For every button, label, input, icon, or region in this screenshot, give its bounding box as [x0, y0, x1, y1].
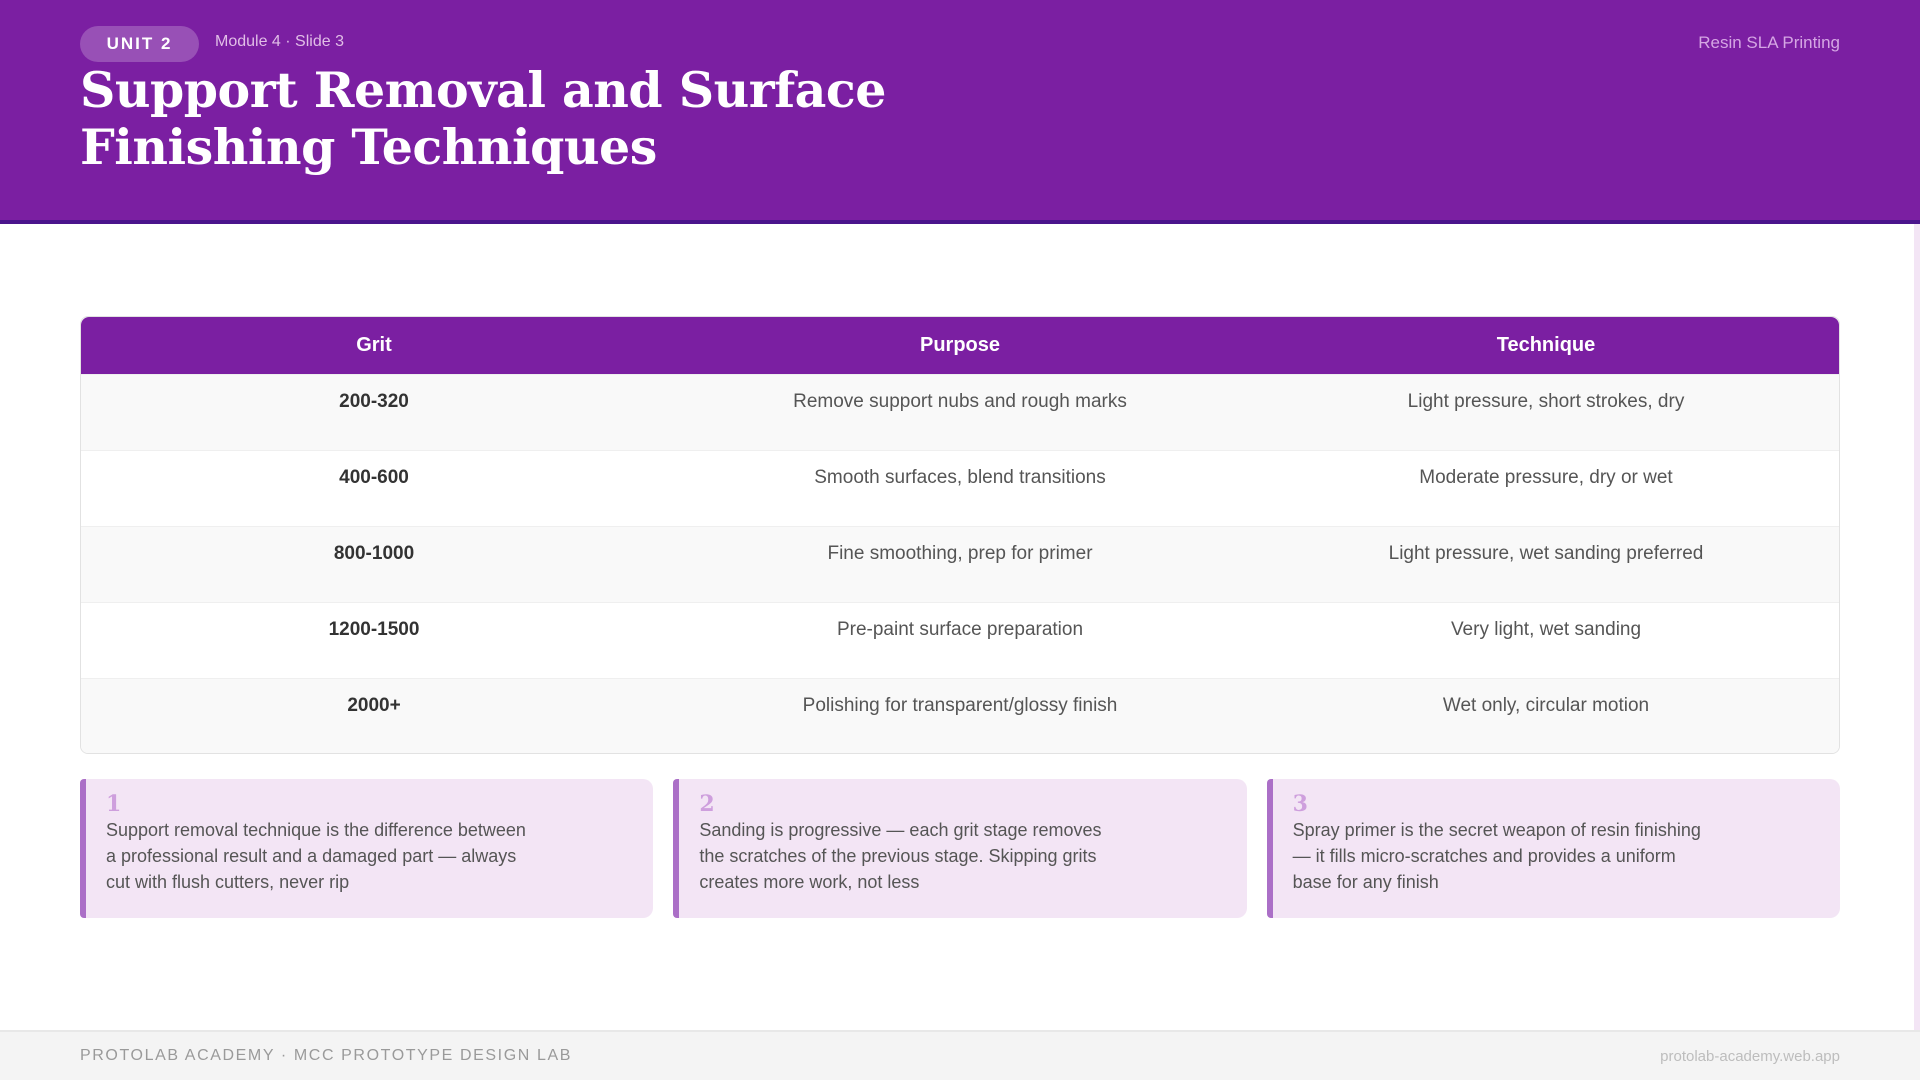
- technique-cell: Very light, wet sanding: [1450, 619, 1642, 640]
- callout-card: [1267, 779, 1840, 918]
- technique-cell: Wet only, circular motion: [1442, 695, 1650, 716]
- grit-cell: 400-600: [339, 467, 409, 488]
- table-row: [81, 450, 1839, 526]
- purpose-cell: Remove support nubs and rough marks: [793, 391, 1127, 412]
- footer-organization: PROTOLAB ACADEMY · MCC PROTOTYPE DESIGN LAB: [80, 1047, 573, 1064]
- technique-cell: Light pressure, short strokes, dry: [1407, 391, 1685, 412]
- grit-cell: 2000+: [347, 695, 401, 716]
- callout-text: Sanding is progressive — each grit stage removes the scratches of the previous stage. Skipping grits creates more work, not less: [699, 820, 1102, 892]
- table-row: [81, 602, 1839, 678]
- slide-footer: [0, 1030, 1920, 1080]
- callout-text: Support removal technique is the difference between a professional result and a damaged part — always cut with flush cutters, never rip: [106, 820, 526, 892]
- title-line-1: Support Removal and Surface: [80, 61, 886, 119]
- callout-card: [80, 779, 653, 918]
- callout-text: Spray primer is the secret weapon of resin finishing — it fills micro-scratches and provides a uniform base for any finish: [1292, 820, 1701, 892]
- course-label: Resin SLA Printing: [1698, 33, 1840, 52]
- grit-cell: 200-320: [339, 391, 409, 412]
- table-row: [81, 526, 1839, 602]
- purpose-cell: Fine smoothing, prep for primer: [827, 543, 1093, 564]
- column-header-purpose: Purpose: [919, 334, 1001, 356]
- callout-number: 2: [699, 791, 715, 817]
- column-header-technique: Technique: [1496, 334, 1596, 356]
- grit-cell: 800-1000: [333, 543, 415, 564]
- purpose-cell: Smooth surfaces, blend transitions: [814, 467, 1106, 488]
- purpose-cell: Pre-paint surface preparation: [836, 619, 1084, 640]
- grit-table: [80, 316, 1840, 754]
- technique-cell: Light pressure, wet sanding preferred: [1388, 543, 1704, 564]
- page-title: [80, 62, 980, 176]
- table-row: [81, 374, 1839, 450]
- module-slide-label: Module 4 · Slide 3: [215, 33, 344, 50]
- table-header-row: [81, 317, 1839, 374]
- footer-url: protolab-academy.web.app: [1660, 1048, 1840, 1065]
- unit-badge: UNIT 2: [80, 26, 199, 62]
- table-row: [81, 678, 1839, 754]
- title-line-2: Finishing Techniques: [80, 118, 657, 176]
- column-header-grit: Grit: [356, 334, 392, 356]
- technique-cell: Moderate pressure, dry or wet: [1419, 467, 1673, 488]
- slide-header: [0, 0, 1920, 224]
- callout-number: 3: [1292, 791, 1308, 817]
- purpose-cell: Polishing for transparent/glossy finish: [802, 695, 1118, 716]
- callout-number: 1: [106, 791, 122, 817]
- callout-row: [80, 779, 1840, 918]
- callout-card: [673, 779, 1246, 918]
- grit-cell: 1200-1500: [328, 619, 420, 640]
- side-accent-strip: [1914, 224, 1920, 1030]
